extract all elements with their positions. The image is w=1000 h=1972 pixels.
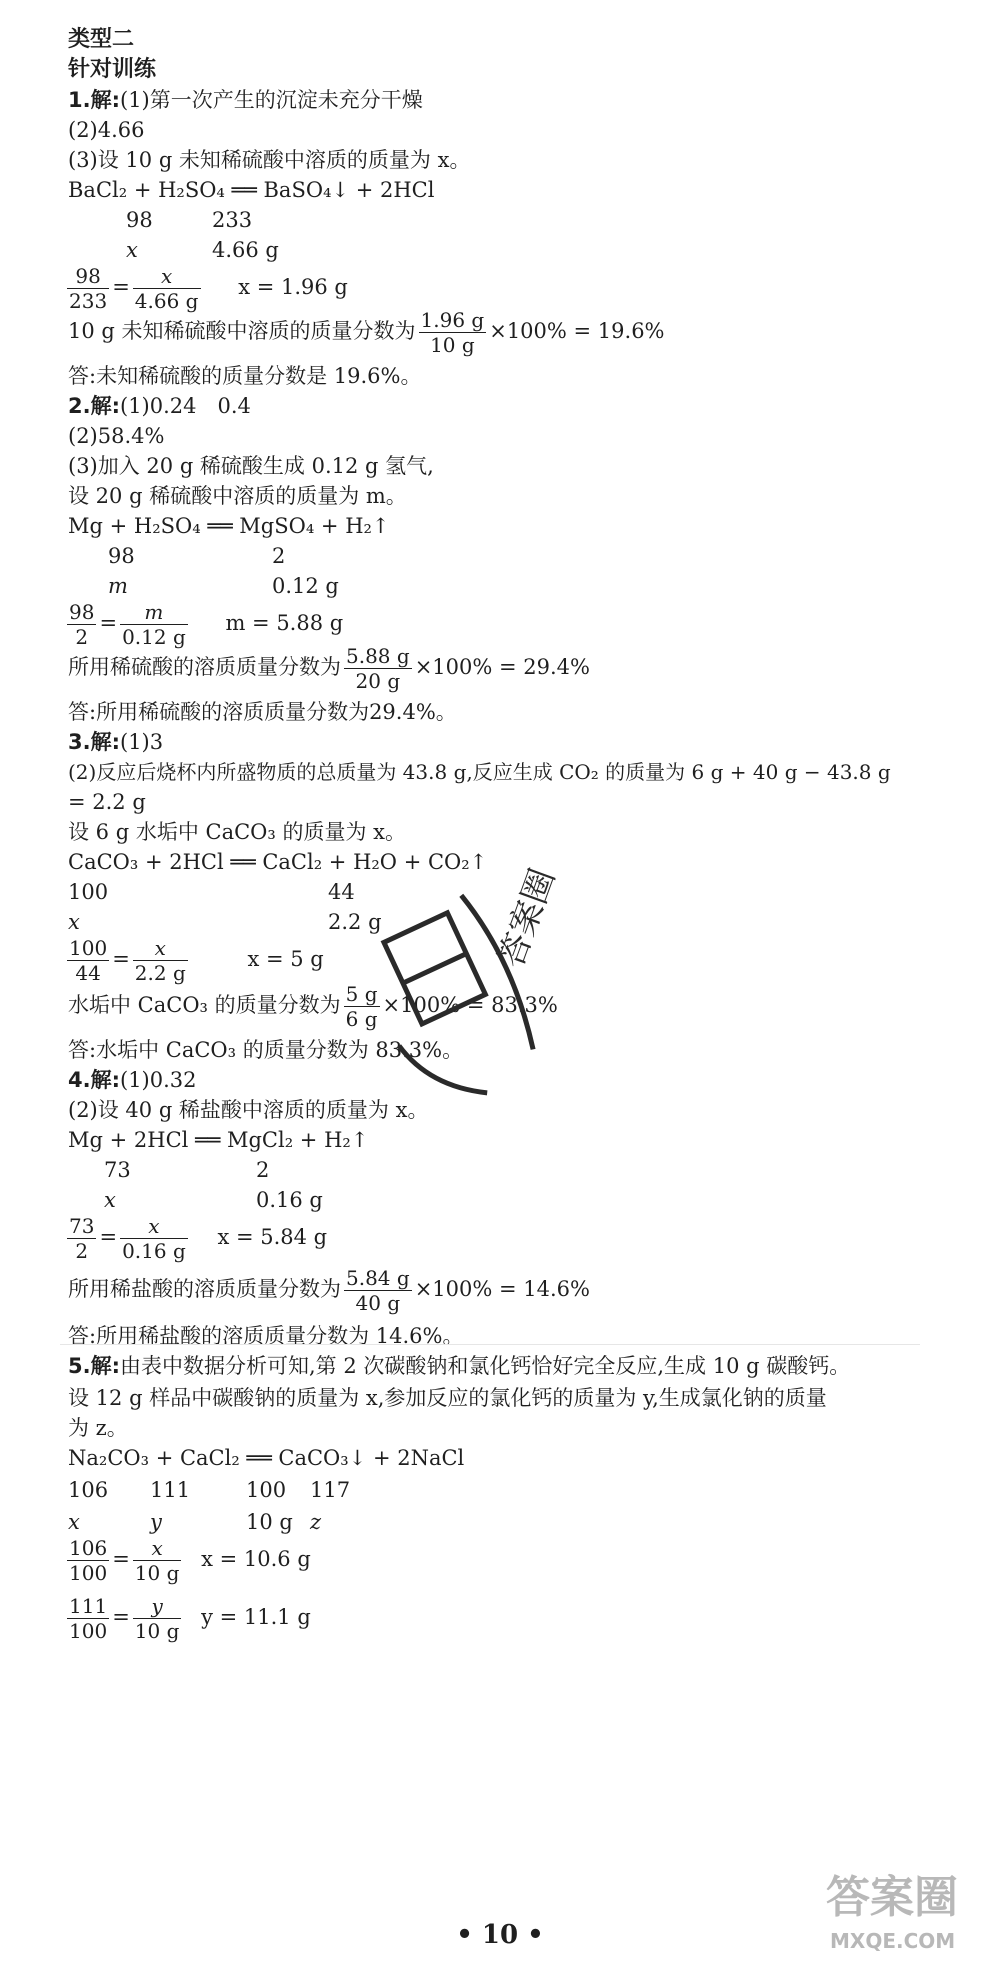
q5-ratio-a1: 106: [68, 1478, 109, 1502]
q2-frac2-num: m: [120, 600, 188, 625]
q5-frac1-den: 100: [69, 1561, 108, 1585]
q3-calc-post: ×100% = 83.3%: [382, 993, 558, 1017]
q1-frac1-den: 233: [69, 289, 108, 313]
q3-frac2-num: x: [133, 936, 188, 961]
q2-calc-pre: 所用稀硫酸的溶质质量分数为: [68, 655, 341, 679]
q1-part1: [68, 86, 423, 114]
q2-calc-frac: [344, 644, 412, 693]
q5-ratio-c2: 10 g: [246, 1510, 293, 1534]
q5-frac1-num: 106: [69, 1536, 108, 1560]
q3-solve: 解:: [90, 730, 120, 754]
q3-part3: 设 6 g 水垢中 CaCO₃ 的质量为 x。: [68, 820, 406, 844]
q4-frac-1: [67, 1214, 96, 1263]
q5-part1: [68, 1352, 850, 1380]
stamp-graphic: [370, 860, 570, 1110]
watermark-logo-text: 答案圈: [826, 1872, 958, 1923]
q1-ratio-b2: 4.66 g: [212, 238, 279, 262]
q3-calc-pre: 水垢中 CaCO₃ 的质量分数为: [68, 993, 341, 1017]
q4-frac1-den: 2: [75, 1239, 89, 1263]
q4-part1: [68, 1066, 197, 1094]
q4-calc-post: ×100% = 14.6%: [414, 1277, 590, 1301]
q5-frac2-den: 10 g: [134, 1561, 180, 1585]
page-number: • 10 •: [456, 1920, 544, 1950]
q3-frac1-den: 44: [75, 961, 101, 985]
q3-part2a: (2)反应后烧杯内所盛物质的总质量为 43.8 g,反应生成 CO₂ 的质量为 6 g + 40 g − 43.8 g: [68, 760, 891, 784]
q1-p1-text: (1)第一次产生的沉淀未充分干燥: [120, 88, 423, 112]
q4-calc: [68, 1264, 590, 1315]
q3-p1-text: (1)3: [120, 730, 164, 754]
q1-ratio-b1: 233: [212, 208, 253, 232]
q1-frac2-den: 4.66 g: [134, 289, 199, 313]
q2-reaction: Mg + H₂SO₄ ══ MgSO₄ + H₂↑: [68, 514, 390, 538]
q3-ratio-b2: 2.2 g: [328, 910, 382, 934]
q4-calc-num: 5.84 g: [346, 1266, 410, 1290]
q1-number: 1.: [68, 88, 91, 112]
q5-solve: 解:: [90, 1354, 120, 1378]
q5-p1-text: 由表中数据分析可知,第 2 次碳酸钠和氯化钙恰好完全反应,生成 10 g 碳酸钙。: [120, 1354, 851, 1378]
watermark-logo: [820, 1850, 970, 1960]
q3-calc-den: 6 g: [345, 1007, 378, 1031]
q2-p1-text: (1)0.24 0.4: [120, 394, 251, 418]
q5-part2a: 设 12 g 样品中碳酸钠的质量为 x,参加反应的氯化钙的质量为 y,生成氯化钠的质量: [68, 1386, 827, 1410]
q5-frac-2: [133, 1536, 182, 1585]
q4-calc-pre: 所用稀盐酸的溶质质量分数为: [68, 1277, 341, 1301]
q1-frac2-num: x: [133, 264, 201, 289]
q1-calc-post: ×100% = 19.6%: [489, 319, 665, 343]
q1-part3: (3)设 10 g 未知稀硫酸中溶质的质量为 x。: [68, 148, 471, 172]
q4-result: x = 5.84 g: [217, 1225, 328, 1249]
q3-frac-1: [67, 936, 109, 985]
q5-number: 5.: [68, 1354, 91, 1378]
section-title: 类型二: [68, 27, 135, 52]
q5-result-2: y = 11.1 g: [201, 1605, 311, 1629]
q5-frac-3: [67, 1594, 109, 1643]
q3-frac-2: [133, 936, 188, 985]
q5-frac-4: [133, 1594, 182, 1643]
q4-number: 4.: [68, 1068, 91, 1092]
q3-result: x = 5 g: [247, 947, 324, 971]
q3-reaction: CaCO₃ + 2HCl ══ CaCl₂ + H₂O + CO₂↑: [68, 850, 488, 874]
q1-proportion: $\frac{98}{233}$ = $\frac{x}{4.66 g}$ x = 1.96 g: [69, 264, 348, 313]
q2-ratio-b2: 0.12 g: [272, 574, 339, 598]
q3-proportion: $\frac{100}{44}$ = $\frac{x}{2.2 g}$ x = 5 g: [69, 936, 324, 985]
q4-ratio-a1: 73: [104, 1158, 131, 1182]
q4-proportion: $\frac{73}{2}$ = $\frac{x}{0.16 g}$ x = 5.84 g: [69, 1214, 328, 1263]
q5-frac3-num: 111: [69, 1594, 108, 1618]
q4-frac2-num: x: [120, 1214, 188, 1239]
q1-calc-frac: [419, 308, 487, 357]
q1-result: x = 1.96 g: [238, 275, 348, 299]
q2-frac2-den: 0.12 g: [122, 625, 186, 649]
q1-reaction: BaCl₂ + H₂SO₄ ══ BaSO₄↓ + 2HCl: [68, 178, 435, 202]
q2-frac1-den: 2: [75, 625, 89, 649]
q3-part2b: = 2.2 g: [68, 790, 146, 814]
q2-calc-den: 20 g: [355, 669, 401, 693]
q3-number: 3.: [68, 730, 91, 754]
q5-frac-1: [67, 1536, 109, 1585]
q1-calc-den: 10 g: [430, 333, 475, 357]
q3-ratio-a2: x: [68, 910, 80, 934]
q2-result: m = 5.88 g: [225, 611, 344, 635]
q5-result-1: x = 10.6 g: [201, 1547, 311, 1571]
q4-ratio-a2: x: [104, 1188, 116, 1212]
q4-part2: (2)设 40 g 稀盐酸中溶质的质量为 x。: [68, 1098, 429, 1122]
q1-ratio-a2: x: [126, 238, 138, 262]
q2-calc-num: 5.88 g: [346, 644, 410, 668]
q4-p1-text: (1)0.32: [120, 1068, 197, 1092]
q4-solve: 解:: [90, 1068, 120, 1092]
q5-proportion-2: $\frac{111}{100}$ = $\frac{y}{10 g}$ y = 11.1 g: [69, 1594, 311, 1643]
q1-solve: 解:: [90, 88, 120, 112]
q2-number: 2.: [68, 394, 91, 418]
q4-frac-2: [120, 1214, 188, 1263]
divider-line: [60, 1344, 920, 1345]
q2-solve: 解:: [90, 394, 120, 418]
q3-ratio-a1: 100: [68, 880, 109, 904]
watermark-site: MXQE.COM: [830, 1929, 956, 1953]
q5-frac4-den: 10 g: [134, 1619, 180, 1643]
q3-part1: [68, 728, 163, 756]
q4-frac2-den: 0.16 g: [122, 1239, 186, 1263]
q5-ratio-b2: y: [150, 1510, 162, 1534]
q3-ratio-b1: 44: [328, 880, 355, 904]
q3-frac2-den: 2.2 g: [134, 961, 186, 985]
q4-calc-den: 40 g: [355, 1291, 401, 1315]
q5-frac2-num: x: [133, 1536, 182, 1561]
q2-ratio-a1: 98: [108, 544, 135, 568]
q3-calc-num: 5 g: [345, 982, 378, 1006]
q2-ratio-b1: 2: [272, 544, 286, 568]
q5-ratio-a2: x: [68, 1510, 80, 1534]
q2-part3b: 设 20 g 稀硫酸中溶质的质量为 m。: [68, 484, 407, 508]
q4-frac1-num: 73: [69, 1214, 95, 1238]
q4-ratio-b1: 2: [256, 1158, 270, 1182]
subsection-title: 针对训练: [68, 57, 157, 82]
q4-answer: 答:所用稀盐酸的溶质质量分数为 14.6%。: [68, 1324, 464, 1348]
q4-ratio-b2: 0.16 g: [256, 1188, 323, 1212]
q1-calc: [68, 306, 665, 357]
q1-calc-num: 1.96 g: [420, 308, 485, 332]
q5-ratio-d2: z: [310, 1510, 322, 1534]
q2-calc: [68, 642, 590, 693]
q5-ratio-b1: 111: [150, 1478, 191, 1502]
q2-answer: 答:所用稀硫酸的溶质质量分数为29.4%。: [68, 700, 457, 724]
q5-frac3-den: 100: [69, 1619, 108, 1643]
q5-proportion-1: $\frac{106}{100}$ = $\frac{x}{10 g}$ x = 10.6 g: [69, 1536, 311, 1585]
q4-reaction: Mg + 2HCl ══ MgCl₂ + H₂↑: [68, 1128, 369, 1152]
stamp-text: 答案圈: [490, 863, 564, 974]
q2-ratio-a2: m: [108, 574, 128, 598]
q5-reaction: Na₂CO₃ + CaCl₂ ══ CaCO₃↓ + 2NaCl: [68, 1446, 465, 1470]
q5-part2b: 为 z。: [68, 1416, 128, 1440]
q2-part3a: (3)加入 20 g 稀硫酸生成 0.12 g 氢气,: [68, 454, 434, 478]
q5-frac4-num: y: [133, 1594, 182, 1619]
q4-calc-frac: [344, 1266, 412, 1315]
q2-proportion: $\frac{98}{2}$ = $\frac{m}{0.12 g}$ m = 5.88 g: [69, 600, 344, 649]
q2-calc-post: ×100% = 29.4%: [414, 655, 590, 679]
q2-part2: (2)58.4%: [68, 424, 165, 448]
q1-ratio-a1: 98: [126, 208, 153, 232]
q1-calc-pre: 10 g 未知稀硫酸中溶质的质量分数为: [68, 319, 416, 343]
q3-answer: 答:水垢中 CaCO₃ 的质量分数为 83.3%。: [68, 1038, 464, 1062]
q2-part1: [68, 392, 251, 420]
q5-ratio-c1: 100: [246, 1478, 287, 1502]
q1-frac1-num: 98: [67, 264, 109, 289]
q3-frac1-num: 100: [69, 936, 108, 960]
q2-frac1-num: 98: [69, 600, 95, 624]
q1-answer: 答:未知稀硫酸的质量分数是 19.6%。: [68, 364, 422, 388]
q5-ratio-d1: 117: [310, 1478, 351, 1502]
q1-part2: (2)4.66: [68, 118, 145, 142]
